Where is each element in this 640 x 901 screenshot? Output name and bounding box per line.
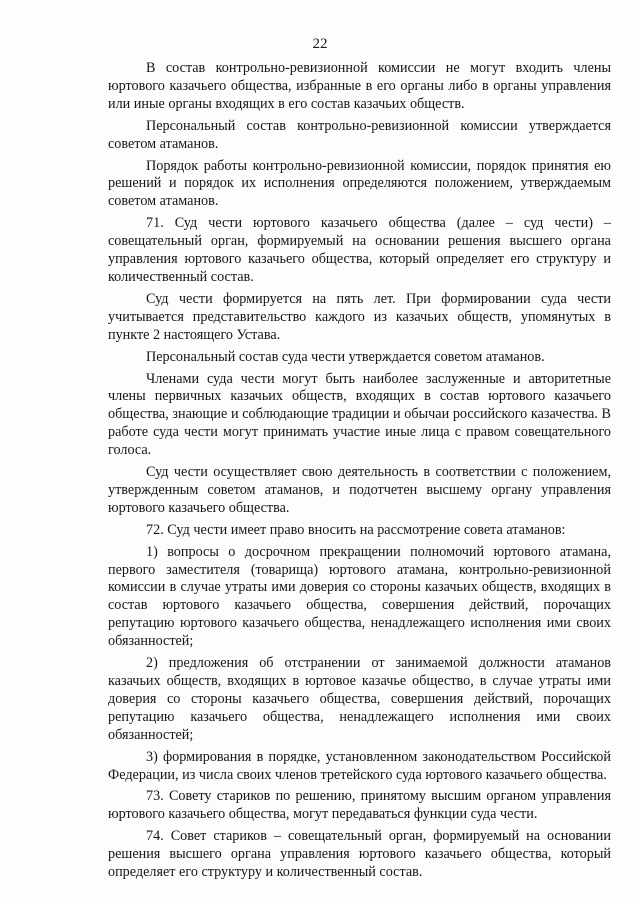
page-number: 22: [312, 36, 328, 52]
paragraph-clause-74: 74. Совет стариков – совещательный орган, формируемый на основании решения высшего органа управления юртового казачьего общества, который определяет его структуру и количественный состав.: [108, 828, 611, 881]
paragraph-clause-72-item-3: 3) формирования в порядке, установленном законодательством Российской Федерации, из числа своих членов третейского суда юртового казачьего общества.: [108, 748, 611, 783]
paragraph-clause-72: 72. Суд чести имеет право вносить на рассмотрение совета атаманов:: [146, 521, 566, 538]
paragraph-audit-commission-membership: В состав контрольно-ревизионной комиссии не могут входить члены юртового казачьего общества, избранные в его органы либо в органы управления или иные органы входящих в его состав казачьих обществ.: [108, 60, 611, 112]
body-text: [108, 60, 611, 886]
paragraph-honor-court-approval: Персональный состав суда чести утверждается советом атаманов.: [146, 348, 545, 365]
paragraph-honor-court-term: Суд чести формируется на пять лет. При формировании суда чести учитывается представительство каждого из казачьих обществ, упомянутых в пункте 2 настоящего Устава.: [108, 290, 611, 343]
paragraph-honor-court-members: Членами суда чести могут быть наиболее заслуженные и авторитетные члены первичных казачьих обществ, входящих в состав юртового казачьего общества, знающие и соблюдающие традиции и обычаи российского казачества. В работе суда чести могут принимать участие иные лица с правом совещательного голоса.: [108, 370, 611, 459]
paragraph-audit-commission-procedure: Порядок работы контрольно-ревизионной комиссии, порядок принятия ею решений и порядок их исполнения определяются положением, утверждаемым советом атаманов.: [108, 157, 611, 210]
paragraph-clause-72-item-2: 2) предложения об отстранении от занимаемой должности атаманов казачьих обществ, входящих в юртовое казачье общество, в случае утраты ими доверия со стороны казачьего общества, совершения действий, порочащих репутацию казачьего общества, ненадлежащего исполнения ими своих обязанностей;: [108, 655, 611, 743]
paragraph-clause-73: 73. Совету стариков по решению, принятому высшим органом управления юртового казачьего общества, могут передаваться функции суда чести.: [108, 788, 611, 823]
paragraph-audit-commission-approval: Персональный состав контрольно-ревизионной комиссии утверждается советом атаманов.: [108, 117, 611, 152]
paragraph-honor-court-activity: Суд чести осуществляет свою деятельность в соответствии с положением, утвержденным советом атаманов, и подотчетен высшему органу управления юртового казачьего общества.: [108, 464, 611, 516]
paragraph-clause-71: 71. Суд чести юртового казачьего общества (далее – суд чести) – совещательный орган, формируемый на основании решения высшего органа управления юртового казачьего общества, который определяет его структуру и количественный состав.: [108, 215, 611, 285]
paragraph-clause-72-item-1: 1) вопросы о досрочном прекращении полномочий юртового атамана, первого заместителя (товарища) юртового атамана, контрольно-ревизионной комиссии в случае утраты ими доверия со стороны казачьих обществ, входящих в состав юртового казачьего общества, совершения действий, порочащих репутацию юртового казачьего общества, ненадлежащего исполнения ими своих обязанностей;: [108, 543, 611, 650]
